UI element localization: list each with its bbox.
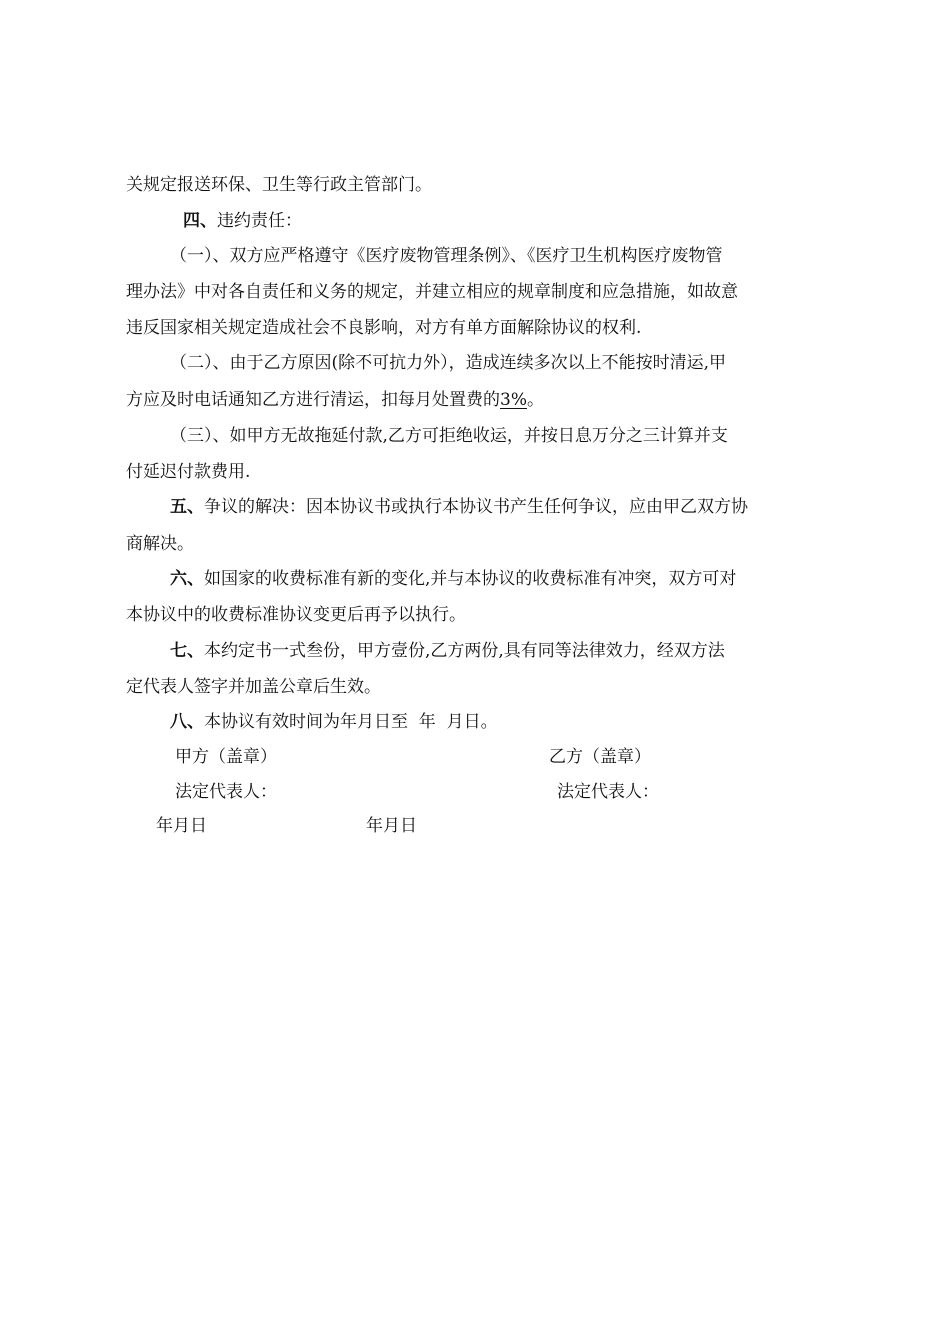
section-6-line: 本协议中的收费标准协议变更后再予以执行。 (126, 605, 466, 625)
party-a-seal: 甲方（盖章） (175, 747, 277, 767)
party-b-representative: 法定代表人： (557, 782, 659, 802)
party-a-representative: 法定代表人： (175, 782, 277, 802)
clause-4-1-line: 违反国家相关规定造成社会不良影响，对方有单方面解除协议的权利. (126, 318, 642, 338)
clause-4-1-line: 理办法》中对各自责任和义务的规定，并建立相应的规章制度和应急措施，如故意 (126, 282, 738, 302)
section-6-line: 六、如国家的收费标准有新的变化,并与本协议的收费标准有冲突，双方可对 (170, 569, 737, 589)
section-number: 五、 (170, 497, 204, 517)
party-b-date: 年月日 (366, 816, 417, 836)
section-title: 违约责任： (217, 211, 302, 231)
clause-4-3-line: （三）、如甲方无故拖延付款,乙方可拒绝收运，并按日息万分之三计算并支 (170, 426, 728, 446)
clause-4-2-line: （二）、由于乙方原因(除不可抗力外），造成连续多次以上不能按时清运,甲 (170, 353, 727, 373)
section-5-line: 商解决。 (126, 534, 194, 554)
section-5-line: 五、争议的解决：因本协议书或执行本协议书产生任何争议，应由甲乙双方协 (170, 497, 748, 517)
section-7-line: 定代表人签字并加盖公章后生效。 (126, 677, 381, 697)
party-a-date: 年月日 (156, 816, 207, 836)
clause-4-2-line: 方应及时电话通知乙方进行清运，扣每月处置费的3%。 (126, 390, 544, 410)
clause-4-1-line: （一）、双方应严格遵守《医疗废物管理条例》、《医疗卫生机构医疗废物管 (170, 246, 723, 266)
section-number: 七、 (170, 641, 204, 661)
section-number: 四、 (183, 211, 217, 231)
section-8-line: 八、本协议有效时间为年月日至 年 月日。 (170, 712, 498, 732)
penalty-percentage: 3% (500, 390, 527, 410)
section-4-heading (183, 210, 302, 232)
paragraph-line: 关规定报送环保、卫生等行政主管部门。 (126, 175, 432, 195)
section-number: 六、 (170, 569, 204, 589)
party-b-seal: 乙方（盖章） (549, 747, 651, 767)
section-7-line: 七、本约定书一式叁份，甲方壹份,乙方两份,具有同等法律效力，经双方法 (170, 641, 725, 661)
section-number: 八、 (170, 712, 204, 732)
clause-4-3-line: 付延迟付款费用. (126, 462, 251, 482)
